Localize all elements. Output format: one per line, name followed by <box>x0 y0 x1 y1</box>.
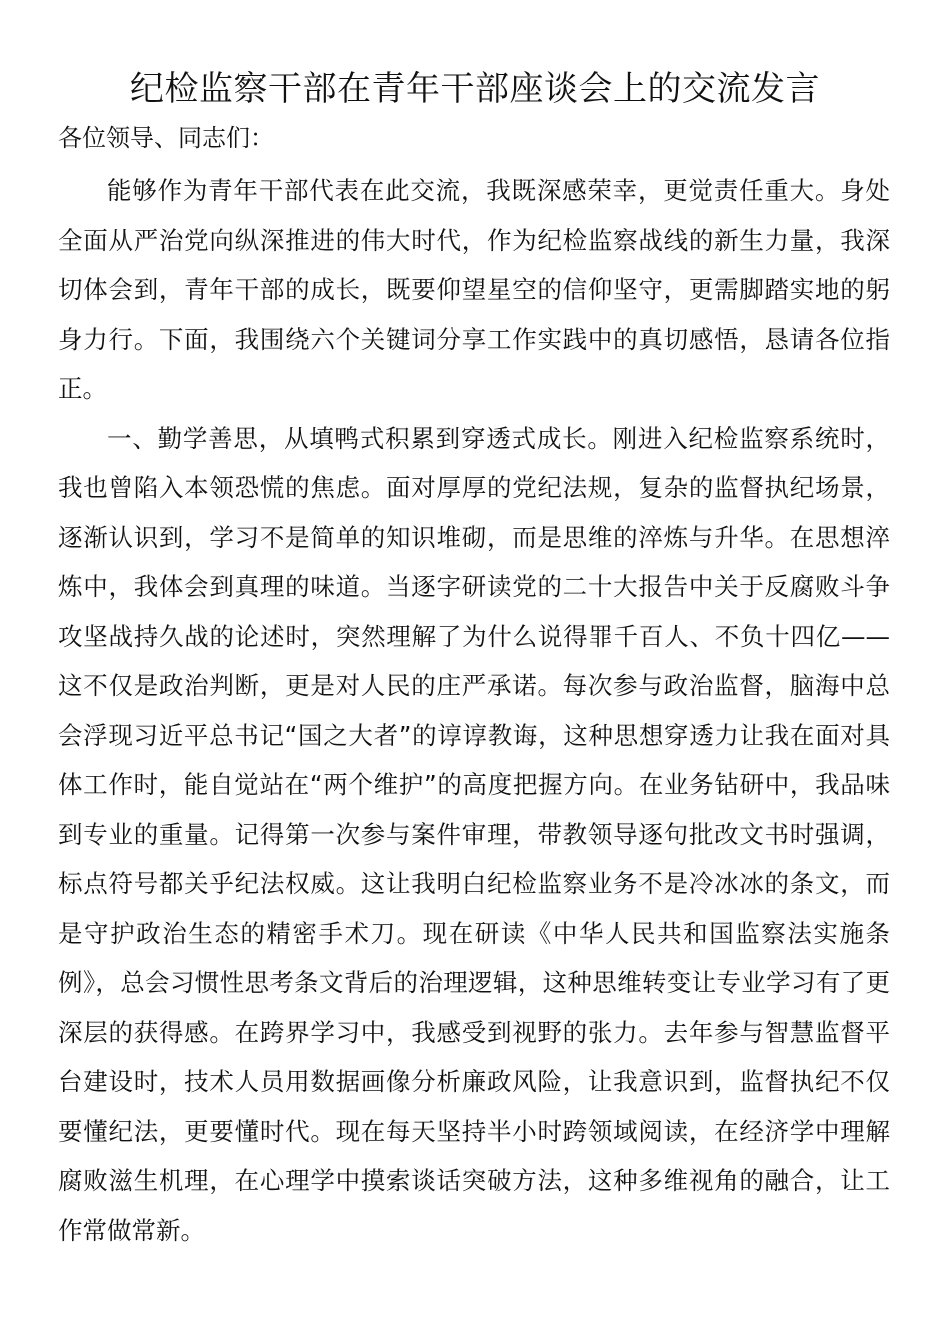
document-title: 纪检监察干部在青年干部座谈会上的交流发言 <box>130 69 820 109</box>
paragraph-section-one: 一、勤学善思，从填鸭式积累到穿透式成长。刚进入纪检监察系统时，我也曾陷入本领恐慌的焦虑。面对厚厚的党纪法规，复杂的监督执纪场景，逐渐认识到，学习不是简单的知识堆砌，而是思维的淬炼与升华。在思想淬炼中，我体会到真理的味道。当逐字研读党的二十大报告中关于反腐败斗争攻坚战持久战的论述时，突然理解了为什么说得罪千百人、不负十四亿——这不仅是政治判断，更是对人民的庄严承诺。每次参与政治监督，脑海中总会浮现习近平总书记“国之大者”的谆谆教诲，这种思想穿透力让我在面对具体工作时，能自觉站在“两个维护”的高度把握方向。在业务钻研中，我品味到专业的重量。记得第一次参与案件审理，带教领导逐句批改文书时强调，标点符号都关乎纪法权威。这让我明白纪检监察业务不是冷冰冰的条文，而是守护政治生态的精密手术刀。现在研读《中华人民共和国监察法实施条例》，总会习惯性思考条文背后的治理逻辑，这种思维转变让专业学习有了更深层的获得感。在跨界学习中，我感受到视野的张力。去年参与智慧监督平台建设时，技术人员用数据画像分析廉政风险，让我意识到，监督执纪不仅要懂纪法，更要懂时代。现在每天坚持半小时跨领域阅读，在经济学中理解腐败滋生机理，在心理学中摸索谈话突破方法，这种多维视角的融合，让工作常做常新。 <box>58 423 890 1245</box>
salutation: 各位领导、同志们： <box>58 124 274 152</box>
document-body <box>58 166 890 1255</box>
paragraph-intro: 能够作为青年干部代表在此交流，我既深感荣幸，更觉责任重大。身处全面从严治党向纵深推进的伟大时代，作为纪检监察战线的新生力量，我深切体会到，青年干部的成长，既要仰望星空的信仰坚守，更需脚踏实地的躬身力行。下面，我围绕六个关键词分享工作实践中的真切感悟，恳请各位指正。 <box>58 176 890 403</box>
